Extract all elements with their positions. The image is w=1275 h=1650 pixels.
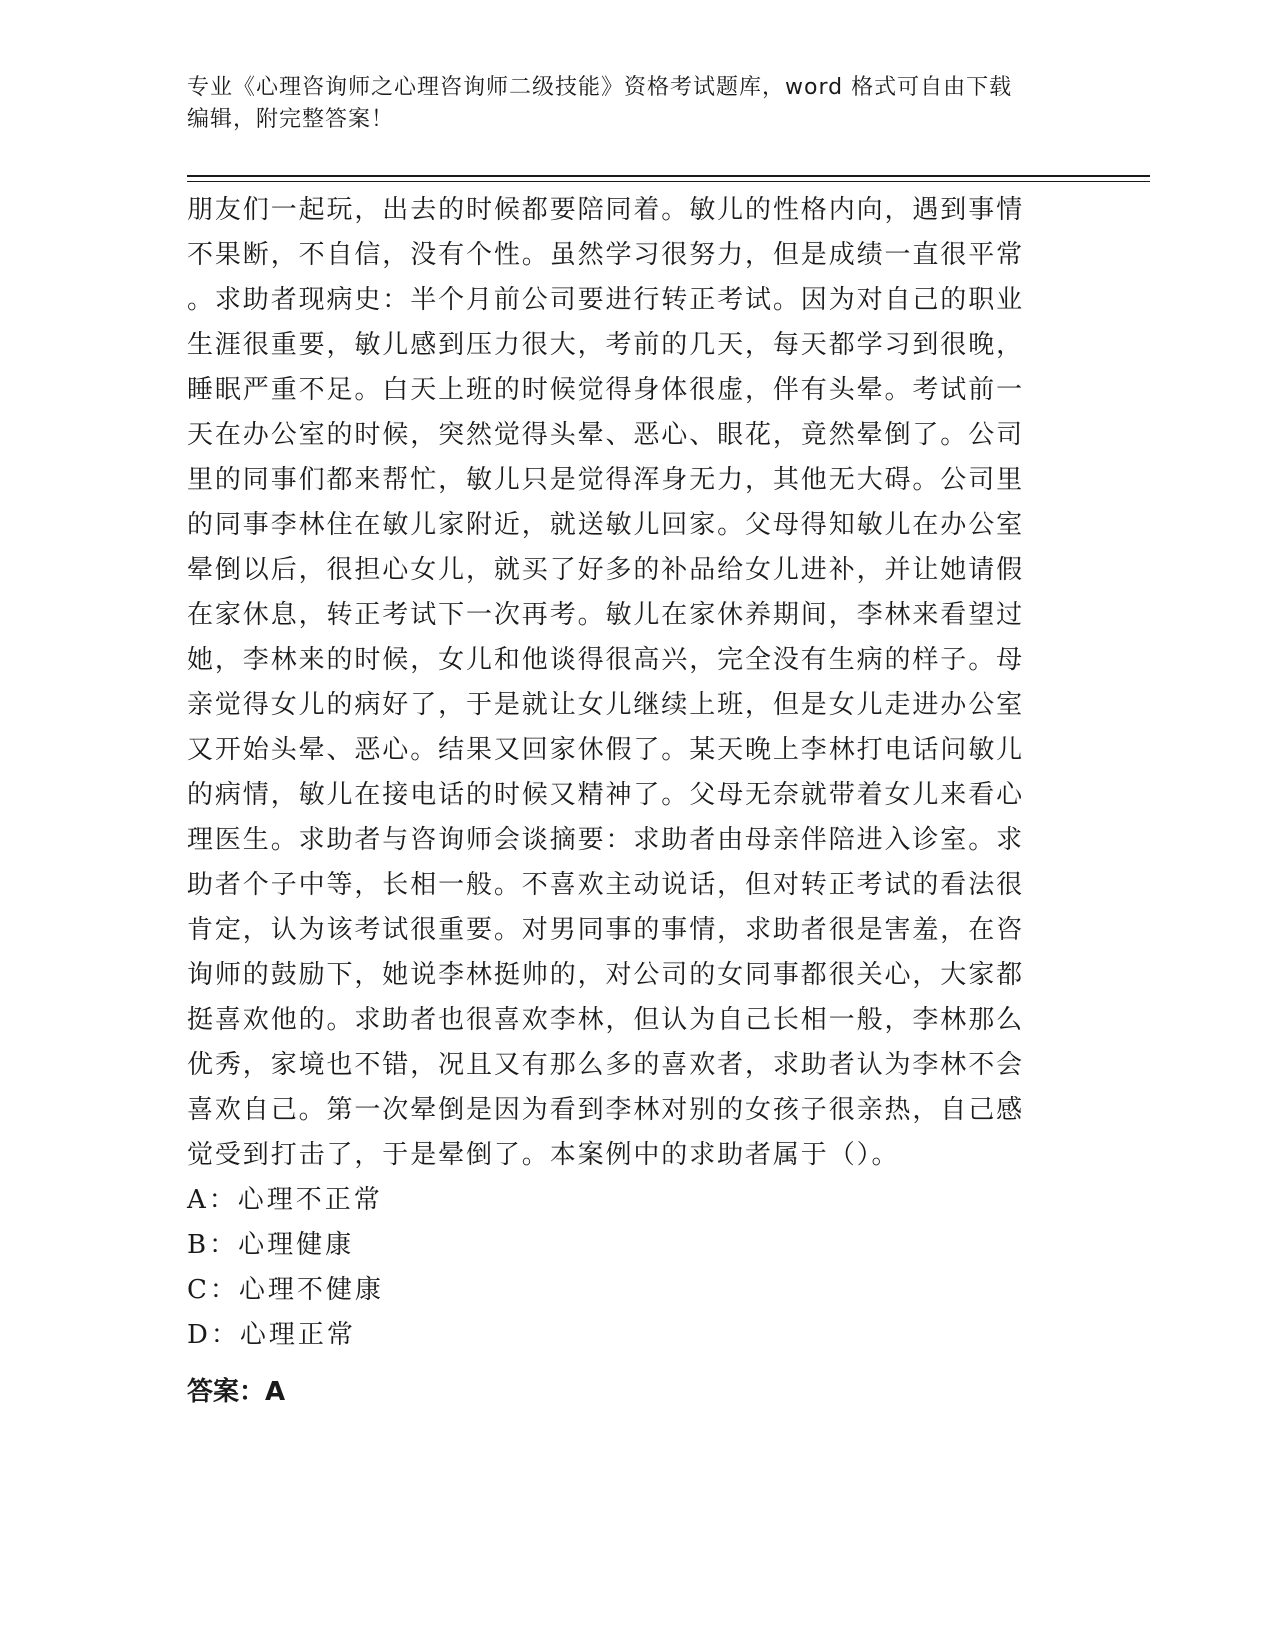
stem-line: 生涯很重要，敏儿感到压力很大，考前的几天，每天都学习到很晚， (187, 330, 1025, 360)
header-divider-thick (187, 175, 1150, 177)
stem-line: 挺喜欢他的。求助者也很喜欢李林，但认为自己长相一般，李林那么 (187, 1005, 1025, 1035)
option-a: A：心理不正常 (187, 1185, 383, 1215)
stem-line: 肯定，认为该考试很重要。对男同事的事情，求助者很是害羞，在咨 (187, 915, 1025, 945)
stem-line: 晕倒以后，很担心女儿，就买了好多的补品给女儿进补，并让她请假 (187, 555, 1025, 585)
stem-line: 里的同事们都来帮忙，敏儿只是觉得浑身无力，其他无大碍。公司里 (187, 465, 1025, 495)
stem-line: 在家休息，转正考试下一次再考。敏儿在家休养期间，李林来看望过 (187, 600, 1025, 630)
option-d: D：心理正常 (187, 1320, 356, 1350)
stem-line: 亲觉得女儿的病好了，于是就让女儿继续上班，但是女儿走进办公室 (187, 690, 1025, 720)
stem-line: 理医生。求助者与咨询师会谈摘要：求助者由母亲伴陪进入诊室。求 (187, 825, 1025, 855)
stem-line: 喜欢自己。第一次晕倒是因为看到李林对别的女孩子很亲热，自己感 (187, 1095, 1025, 1125)
stem-line: 助者个子中等，长相一般。不喜欢主动说话，但对转正考试的看法很 (187, 870, 1025, 900)
header-line-2: 编辑，附完整答案！ (187, 107, 395, 132)
answer-key: 答案：A (187, 1377, 286, 1407)
stem-line: 朋友们一起玩，出去的时候都要陪同着。敏儿的性格内向，遇到事情 (187, 195, 1025, 225)
stem-line: 询师的鼓励下，她说李林挺帅的，对公司的女同事都很关心，大家都 (187, 960, 1025, 990)
stem-line: 的病情，敏儿在接电话的时候又精神了。父母无奈就带着女儿来看心 (187, 780, 1025, 810)
option-c: C：心理不健康 (187, 1275, 384, 1305)
stem-line: 。求助者现病史：半个月前公司要进行转正考试。因为对自己的职业 (187, 285, 1025, 315)
stem-line: 睡眠严重不足。白天上班的时候觉得身体很虚，伴有头晕。考试前一 (187, 375, 1025, 405)
question-body (187, 188, 1067, 1358)
document-header (187, 72, 1067, 136)
stem-line: 优秀，家境也不错，况且又有那么多的喜欢者，求助者认为李林不会 (187, 1050, 1025, 1080)
stem-line: 天在办公室的时候，突然觉得头晕、恶心、眼花，竟然晕倒了。公司 (187, 420, 1025, 450)
stem-line: 不果断，不自信，没有个性。虽然学习很努力，但是成绩一直很平常 (187, 240, 1025, 270)
stem-line: 觉受到打击了，于是晕倒了。本案例中的求助者属于（）。 (187, 1140, 900, 1170)
answer-options (187, 1178, 1067, 1358)
option-b: B：心理健康 (187, 1230, 355, 1260)
stem-line: 她，李林来的时候，女儿和他谈得很高兴，完全没有生病的样子。母 (187, 645, 1025, 675)
stem-line: 又开始头晕、恶心。结果又回家休假了。某天晚上李林打电话问敏儿 (187, 735, 1025, 765)
question-stem (187, 188, 1067, 1178)
header-line-1: 专业《心理咨询师之心理咨询师二级技能》资格考试题库，word 格式可自由下载 (187, 75, 1013, 100)
header-divider-thin (187, 181, 1150, 182)
stem-line: 的同事李林住在敏儿家附近，就送敏儿回家。父母得知敏儿在办公室 (187, 510, 1025, 540)
